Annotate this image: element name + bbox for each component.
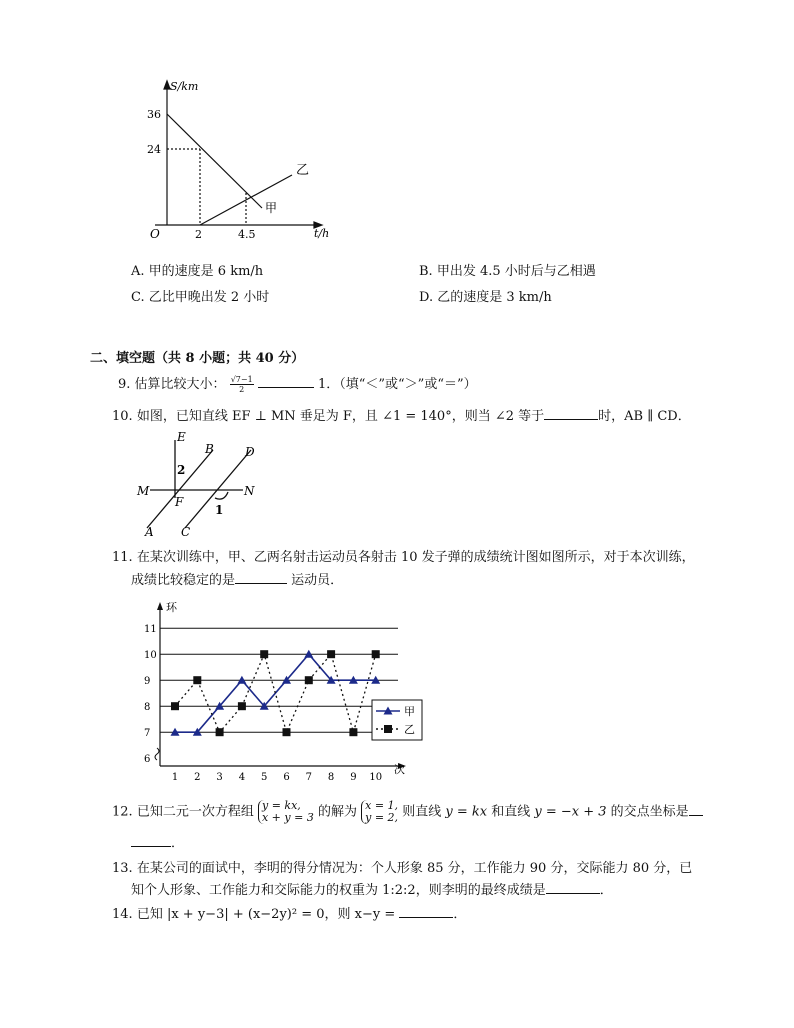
label-n: N — [244, 484, 255, 498]
q11-line2b: 运动员． — [291, 573, 344, 588]
distance-time-figure — [120, 75, 350, 245]
question-12 — [112, 800, 703, 824]
section-title: 二、填空题（共 8 小题；共 40 分） — [90, 351, 305, 366]
angle-1-arc — [215, 492, 228, 499]
parallel-lines-figure — [135, 428, 270, 538]
q11-line2a: 成绩比较稳定的是 — [131, 573, 236, 588]
q12-text-e: 的交点坐标是 — [610, 804, 689, 820]
q13-line2a: 知个人形象、工作能力和交际能力的权重为 1:2:2，则李明的最终成绩是 — [131, 883, 546, 898]
series-2-point — [238, 702, 246, 710]
q12-text-a: 已知二元一次方程组 — [136, 804, 254, 820]
q12-sys1-a: y = kx, — [261, 799, 301, 812]
question-13-line2 — [131, 879, 613, 898]
q10-text: 如图，已知直线 EF ⊥ MN 垂足为 F，且 ∠1 = 140°，则当 ∠2 等于 — [136, 409, 545, 424]
x-tick-2: 2 — [195, 228, 202, 241]
q12-eq1: y = kx — [445, 804, 488, 820]
q12-text-d: 和直线 — [491, 804, 531, 820]
legend-label: 乙 — [404, 723, 415, 736]
q9-fraction — [230, 375, 254, 394]
q12-eq2: y = −x + 3 — [534, 804, 607, 820]
y-tick-36: 36 — [147, 108, 161, 121]
axis-break — [155, 748, 159, 760]
y-tick-label: 9 — [144, 676, 151, 688]
q10-tail: 时，AB ∥ CD． — [598, 409, 691, 424]
series-2-point — [349, 728, 357, 736]
label-e: E — [177, 430, 186, 444]
q13-answer-blank[interactable] — [546, 881, 600, 894]
y-tick-label: 6 — [144, 754, 151, 766]
label-angle-2: 2 — [177, 463, 186, 477]
label-a: A — [145, 525, 154, 538]
x-tick-label: 3 — [216, 772, 223, 783]
y-tick-label: 11 — [144, 624, 157, 636]
q9-answer-blank[interactable] — [258, 375, 314, 388]
q12-text-c: 则直线 — [402, 804, 442, 820]
x-tick-label: 2 — [194, 772, 201, 783]
series-2-point — [193, 676, 201, 684]
option-b: B. 甲出发 4.5 小时后与乙相遇 — [419, 264, 596, 279]
q14-answer-blank[interactable] — [399, 905, 453, 918]
label-angle-1: 1 — [215, 503, 224, 517]
series-2-point — [171, 702, 179, 710]
question-12-line2 — [131, 832, 184, 851]
y-tick-label: 10 — [144, 650, 157, 662]
question-13-line1 — [112, 857, 692, 876]
y-axis-label: 环 — [166, 601, 177, 614]
y-tick-label: 7 — [144, 728, 151, 740]
q12-system-2 — [361, 800, 398, 824]
q9-text-b: 1．（填“＜”或“＞”或“＝”） — [317, 377, 477, 392]
q12-number: 12. — [112, 804, 133, 820]
x-axis-label: 次 — [394, 763, 405, 776]
legend-label: 甲 — [404, 705, 415, 718]
q9-frac-num: √7−1 — [230, 375, 253, 384]
x-tick-label: 9 — [350, 772, 357, 783]
question-9 — [118, 373, 477, 394]
x-tick-label: 1 — [171, 772, 179, 783]
q9-text-a: 估算比较大小： — [134, 377, 226, 392]
series-2-point — [283, 728, 291, 736]
option-d: D. 乙的速度是 3 km/h — [419, 290, 552, 305]
q13-number: 13. — [112, 861, 133, 876]
series-line-1 — [175, 654, 376, 732]
x-tick-label: 7 — [305, 772, 312, 783]
label-c: C — [181, 525, 191, 538]
x-tick-label: 10 — [369, 772, 383, 783]
q10-answer-blank[interactable] — [544, 407, 598, 420]
question-11-line2 — [131, 569, 343, 588]
x-tick-45: 4.5 — [238, 228, 256, 241]
line-jia — [167, 114, 262, 208]
label-f: F — [175, 495, 184, 509]
q12-sys2-a: x = 1, — [365, 799, 399, 812]
series-2-point — [327, 650, 335, 658]
x-tick-label: 6 — [283, 772, 290, 783]
x-tick-label: 8 — [327, 772, 335, 783]
question-14 — [112, 903, 466, 922]
q14-tail: ． — [453, 907, 467, 922]
q12-system-1 — [258, 800, 314, 824]
y-tick-label: 8 — [144, 702, 151, 714]
question-11-line1 — [112, 546, 695, 565]
q11-line1: 在某次训练中，甲、乙两名射击运动员各射击 10 发子弹的成绩统计图如图所示，对于本次训练， — [136, 550, 695, 565]
label-b: B — [205, 442, 214, 456]
q11-number: 11. — [112, 550, 133, 565]
option-c: C. 乙比甲晚出发 2 小时 — [131, 290, 270, 305]
label-yi: 乙 — [296, 163, 310, 178]
legend-marker — [384, 725, 392, 733]
x-axis-label: t/h — [314, 227, 330, 240]
q12-answer-blank-b[interactable] — [131, 834, 171, 847]
q13-line1: 在某公司的面试中，李明的得分情况为：个人形象 85 分，工作能力 90 分，交际能力 80 分，已 — [136, 861, 693, 876]
y-axis-arrow — [157, 602, 163, 610]
label-d: D — [245, 445, 255, 459]
origin-label: O — [150, 227, 160, 241]
q12-sys1-b: x + y = 3 — [261, 811, 314, 824]
y-axis-label: S/km — [170, 80, 199, 93]
q9-frac-den: 2 — [239, 385, 245, 394]
x-tick-label: 4 — [238, 772, 246, 783]
series-2-point — [372, 650, 380, 658]
question-10 — [112, 405, 691, 424]
q11-answer-blank[interactable] — [235, 571, 287, 584]
q12-line2: ． — [171, 836, 185, 851]
shooting-scores-chart — [140, 598, 430, 783]
line-ab — [147, 450, 213, 528]
q14-text: 已知 |x + y−3| + (x−2y)² = 0，则 x−y = — [136, 907, 396, 922]
y-tick-24: 24 — [147, 143, 161, 156]
q9-number: 9. — [118, 377, 131, 392]
series-2-point — [260, 650, 268, 658]
series-2-point — [216, 728, 224, 736]
q12-sys2-b: y = 2, — [365, 811, 399, 824]
series-2-point — [305, 676, 313, 684]
label-m: M — [137, 484, 150, 498]
q14-number: 14. — [112, 907, 133, 922]
x-tick-label: 5 — [261, 772, 268, 783]
q12-answer-blank-a[interactable] — [689, 803, 703, 816]
q10-number: 10. — [112, 409, 133, 424]
q12-text-b: 的解为 — [317, 804, 357, 820]
label-jia: 甲 — [265, 201, 278, 215]
q13-line2b: ． — [599, 883, 613, 898]
option-a: A. 甲的速度是 6 km/h — [131, 264, 264, 279]
